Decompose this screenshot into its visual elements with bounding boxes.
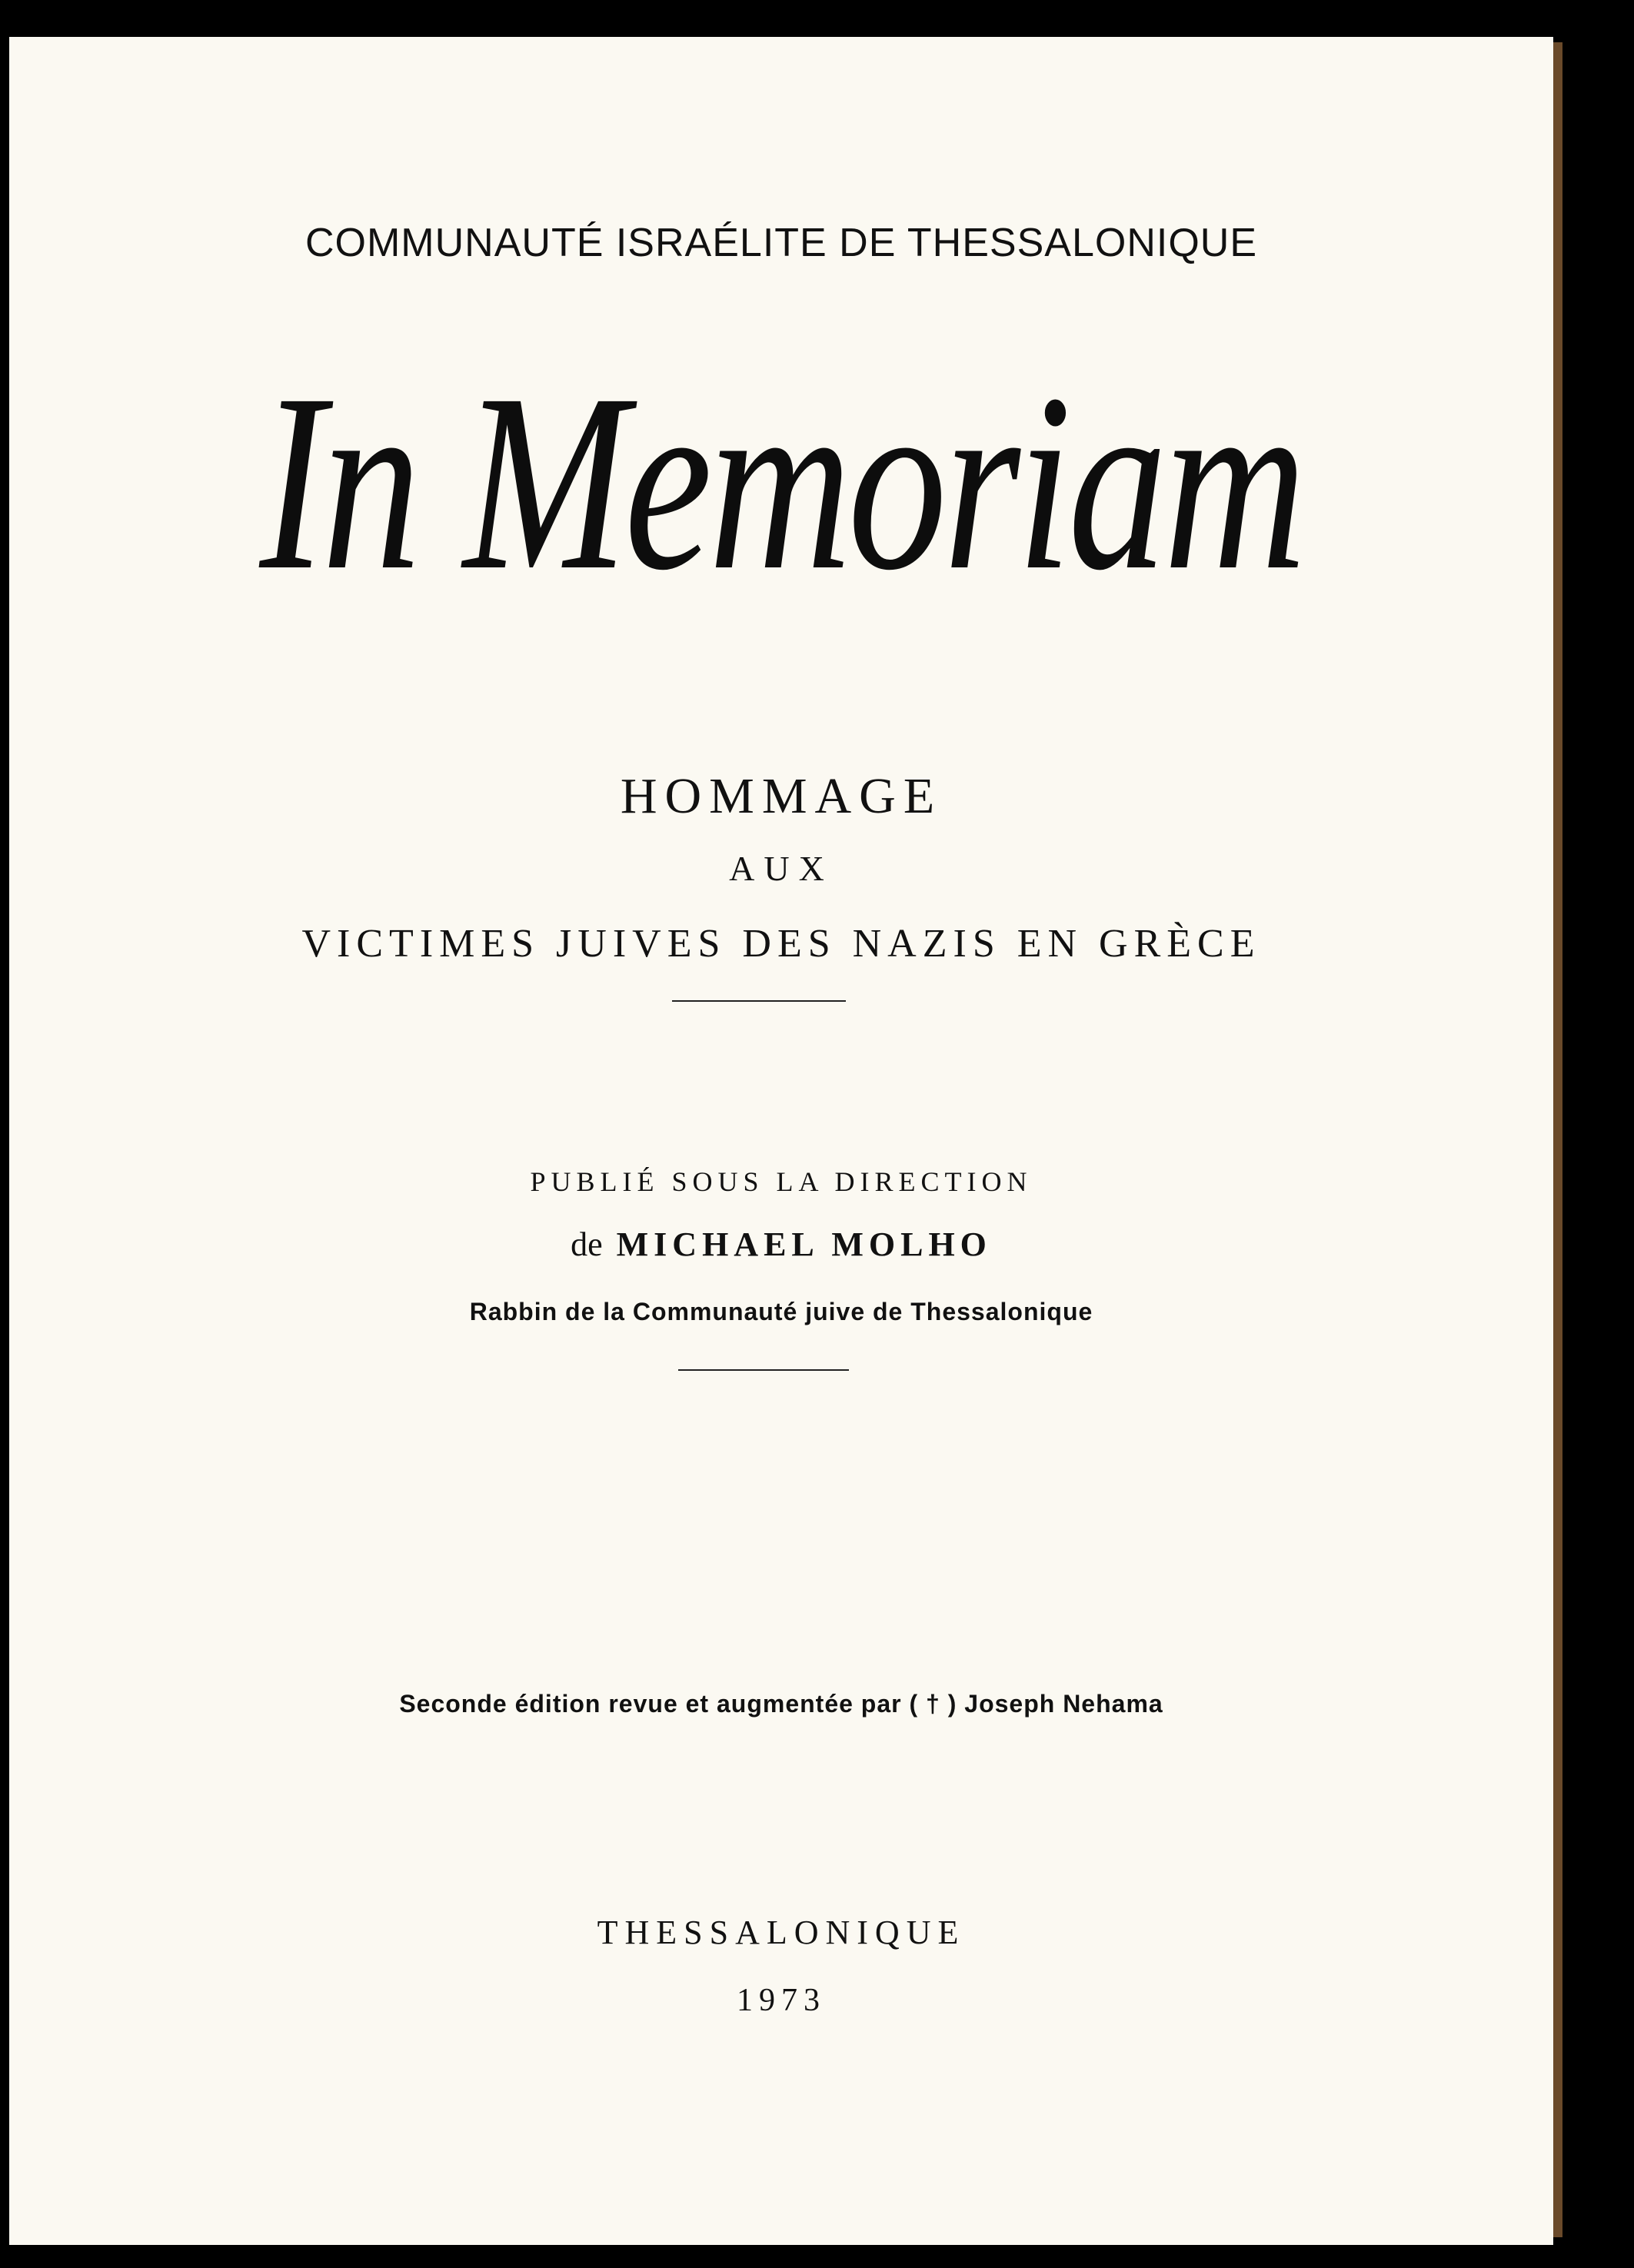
book-title: In Memoriam	[259, 342, 1303, 623]
direction-line: PUBLIÉ SOUS LA DIRECTION	[530, 1166, 1033, 1197]
publication-year: 1973	[737, 1983, 826, 2018]
publisher-heading: COMMUNAUTÉ ISRAÉLITE DE THESSALONIQUE	[305, 221, 1258, 265]
title-page	[9, 37, 1553, 2245]
publication-city: THESSALONIQUE	[597, 1914, 966, 1951]
subtitle-aux: AUX	[729, 849, 834, 888]
author-role: Rabbin de la Communauté juive de Thessalonique	[469, 1298, 1093, 1325]
author-prefix: de	[571, 1225, 603, 1263]
author-name: MICHAEL MOLHO	[616, 1225, 992, 1263]
author-line	[9, 1225, 1553, 1264]
divider-rule	[678, 1369, 849, 1371]
subtitle-victimes: VICTIMES JUIVES DES NAZIS EN GRÈCE	[301, 922, 1261, 966]
subtitle-hommage: HOMMAGE	[620, 768, 943, 824]
divider-rule	[672, 1000, 846, 1002]
edition-note: Seconde édition revue et augmentée par ( † ) Joseph Nehama	[399, 1690, 1163, 1718]
